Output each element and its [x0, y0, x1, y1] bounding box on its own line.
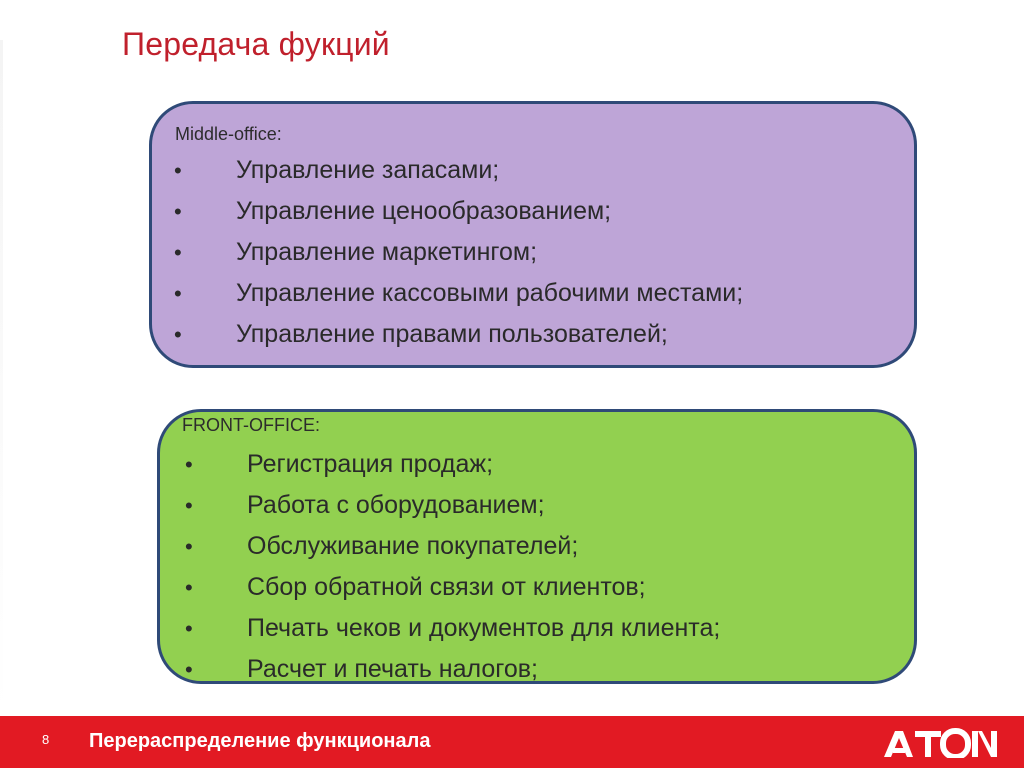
list-item-text: Управление запасами; — [236, 156, 500, 184]
list-item-text: Управление кассовыми рабочими местами; — [236, 279, 744, 307]
bullet-icon: • — [174, 157, 182, 183]
bullet-icon: • — [185, 492, 193, 518]
bullet-icon: • — [185, 574, 193, 600]
list-item — [174, 314, 743, 355]
bullet-icon: • — [174, 280, 182, 306]
slide-title: Передача фукций — [122, 26, 390, 62]
front-office-list — [185, 444, 720, 690]
list-item-text: Управление ценообразованием; — [236, 197, 612, 225]
list-item — [185, 526, 720, 567]
list-item — [185, 567, 720, 608]
list-item-text: Управление правами пользователей; — [236, 320, 668, 348]
list-item — [174, 273, 743, 314]
footer-title: Перераспределение функционала — [89, 730, 431, 752]
slide-left-edge — [0, 40, 3, 716]
list-item-text: Печать чеков и документов для клиента; — [247, 614, 721, 642]
list-item-text: Сбор обратной связи от клиентов; — [247, 573, 646, 601]
list-item-text: Регистрация продаж; — [247, 450, 494, 478]
aton-logo-icon — [882, 728, 998, 758]
bullet-icon: • — [174, 198, 182, 224]
list-item — [174, 150, 743, 191]
list-item — [185, 444, 720, 485]
middle-office-heading: Middle-office: — [175, 124, 282, 144]
page-number: 8 — [42, 732, 50, 747]
front-office-heading: FRONT-OFFICE: — [182, 415, 320, 435]
bullet-icon: • — [185, 615, 193, 641]
middle-office-list — [174, 150, 743, 355]
list-item — [185, 485, 720, 526]
list-item — [174, 191, 743, 232]
list-item — [185, 608, 720, 649]
bullet-icon: • — [185, 451, 193, 477]
front-office-box — [157, 409, 917, 684]
list-item-text: Расчет и печать налогов; — [247, 655, 538, 683]
middle-office-box — [149, 101, 917, 368]
list-item-text: Работа с оборудованием; — [247, 491, 545, 519]
footer-bar — [0, 716, 1024, 768]
bullet-icon: • — [185, 656, 193, 682]
bullet-icon: • — [174, 239, 182, 265]
list-item — [185, 649, 720, 690]
list-item-text: Управление маркетингом; — [236, 238, 538, 266]
bullet-icon: • — [174, 321, 182, 347]
bullet-icon: • — [185, 533, 193, 559]
list-item-text: Обслуживание покупателей; — [247, 532, 579, 560]
list-item — [174, 232, 743, 273]
